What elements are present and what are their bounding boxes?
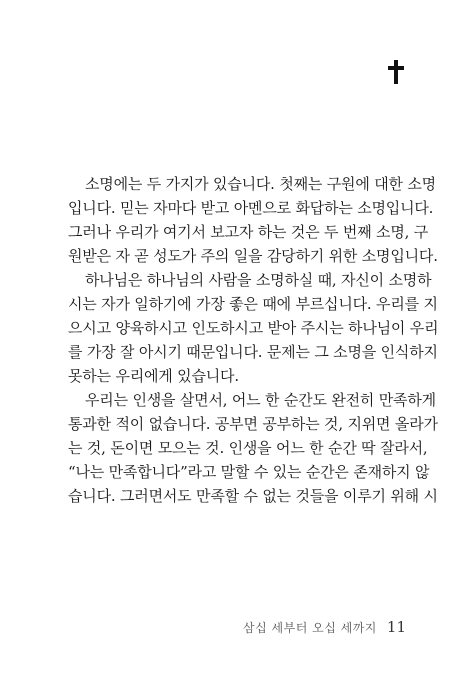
text-line: “나는 만족합니다”라고 말할 수 있는 순간은 존재하지 않 (68, 463, 430, 481)
text-line: 를 가장 잘 아시기 때문입니다. 문제는 그 소명을 인식하지 (68, 343, 438, 361)
text-line: 입니다. 믿는 자마다 받고 아멘으로 화답하는 소명입니다. (68, 199, 434, 217)
text-line: 는 것, 돈이면 모으는 것. 인생을 어느 한 순간 딱 잘라서, (68, 439, 428, 457)
running-title: 삼십 세부터 오십 세까지 (243, 621, 377, 635)
text-line: 못하는 우리에게 있습니다. (68, 367, 239, 385)
text-line: 우리는 인생을 살면서, 어느 한 순간도 완전히 만족하게 (85, 391, 436, 409)
text-line: 원받은 자 곧 성도가 주의 일을 감당하기 위한 소명입니다. (68, 247, 438, 265)
text-line: 시는 자가 일하기에 가장 좋은 때에 부르십니다. 우리를 지 (68, 295, 438, 313)
page-number: 11 (386, 618, 406, 636)
cross-icon (388, 60, 404, 84)
text-line: 으시고 양육하시고 인도하시고 받아 주시는 하나님이 우리 (68, 319, 439, 337)
text-line: 습니다. 그러면서도 만족할 수 없는 것들을 이루기 위해 시 (68, 487, 438, 505)
text-line: 하나님은 하나님의 사람을 소명하실 때, 자신이 소명하 (85, 271, 432, 289)
text-line: 그러나 우리가 여기서 보고자 하는 것은 두 번째 소명, 구 (68, 223, 429, 241)
text-line: 통과한 적이 없습니다. 공부면 공부하는 것, 지위면 올라가 (68, 415, 438, 433)
text-line: 소명에는 두 가지가 있습니다. 첫째는 구원에 대한 소명 (85, 175, 436, 193)
page-footer (243, 618, 406, 636)
body-text (68, 172, 439, 508)
